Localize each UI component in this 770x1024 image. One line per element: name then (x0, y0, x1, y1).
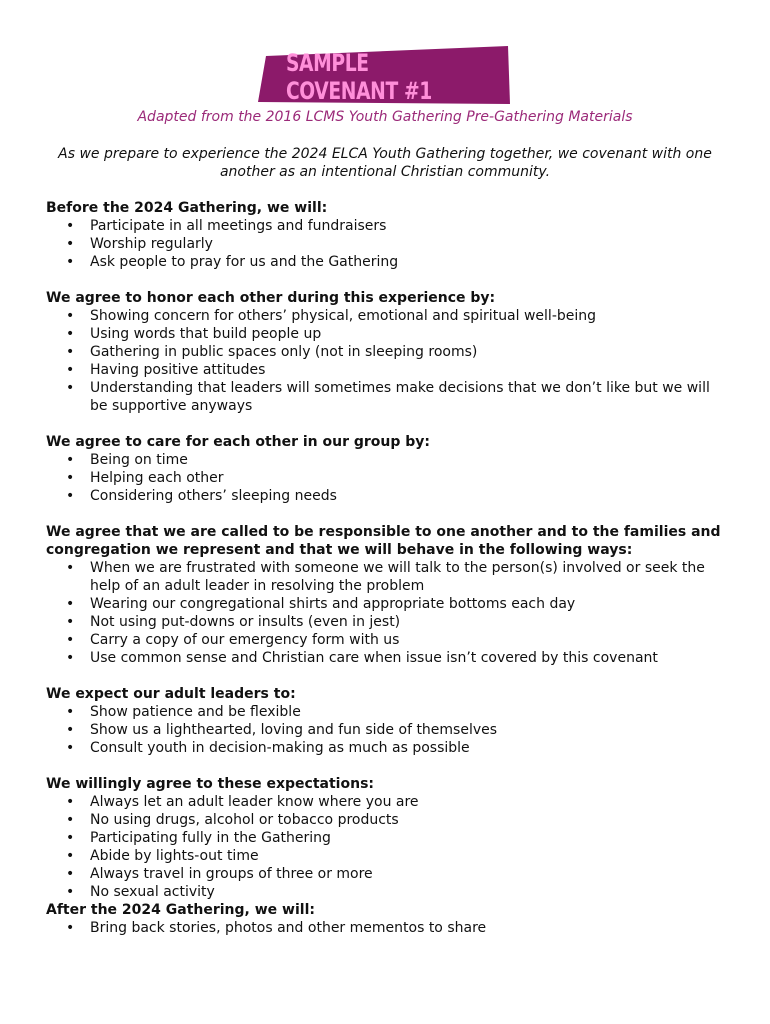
covenant-sections (46, 199, 736, 955)
bullet-list (46, 703, 736, 757)
list-item: • Show us a lighthearted, loving and fun side of themselves (46, 721, 730, 739)
list-item: • Show patience and be flexible (46, 703, 730, 721)
list-item: • No sexual activity (46, 883, 730, 901)
list-item: • Consult youth in decision-making as much as possible (46, 739, 730, 757)
list-item: • Helping each other (46, 469, 730, 487)
list-item: • Bring back stories, photos and other mementos to share (46, 919, 730, 937)
list-item: • Considering others’ sleeping needs (46, 487, 730, 505)
section-heading: After the 2024 Gathering, we will: (46, 902, 315, 918)
list-item: • Use common sense and Christian care when issue isn’t covered by this covenant (46, 649, 730, 667)
list-item: • Wearing our congregational shirts and appropriate bottoms each day (46, 595, 730, 613)
list-item: • Ask people to pray for us and the Gathering (46, 253, 730, 271)
list-item: • Having positive attitudes (46, 361, 730, 379)
section-heading: Before the 2024 Gathering, we will: (46, 200, 328, 216)
bullet-list (46, 451, 736, 505)
bullet-list (46, 307, 736, 415)
list-item: • Showing concern for others’ physical, emotional and spiritual well-being (46, 307, 730, 325)
list-item: • Worship regularly (46, 235, 730, 253)
source-note: Adapted from the 2016 LCMS Youth Gathering Pre-Gathering Materials (137, 109, 633, 125)
list-item: • Always travel in groups of three or more (46, 865, 730, 883)
banner-title: SAMPLE COVENANT #1 (285, 49, 432, 105)
section-after-gathering (46, 901, 736, 937)
list-item: • Participating fully in the Gathering (46, 829, 730, 847)
section-honor-each-other (46, 289, 736, 415)
list-item: • Not using put-downs or insults (even in jest) (46, 613, 730, 631)
section-responsibility (46, 523, 736, 667)
list-item: • When we are frustrated with someone we will talk to the person(s) involved or seek the help of an adult leader in resolving the problem (46, 559, 730, 595)
bullet-list (46, 559, 736, 667)
section-heading: We agree to honor each other during this experience by: (46, 290, 496, 306)
bullet-list (46, 793, 736, 901)
section-before-gathering (46, 199, 736, 271)
section-heading: We willingly agree to these expectations: (46, 776, 374, 792)
section-heading: We agree to care for each other in our group by: (46, 434, 431, 450)
list-item: • Understanding that leaders will sometimes make decisions that we don’t like but we will be supportive anyways (46, 379, 730, 415)
section-adult-leaders (46, 685, 736, 757)
list-item: • Participate in all meetings and fundraisers (46, 217, 730, 235)
section-heading: We agree that we are called to be responsible to one another and to the families and congregation we represent and that we will behave in the following ways: (46, 524, 721, 558)
bullet-list (46, 217, 736, 271)
list-item: • No using drugs, alcohol or tobacco products (46, 811, 730, 829)
list-item: • Abide by lights-out time (46, 847, 730, 865)
list-item: • Always let an adult leader know where you are (46, 793, 730, 811)
list-item: • Carry a copy of our emergency form with us (46, 631, 730, 649)
intro-paragraph: As we prepare to experience the 2024 ELCA Youth Gathering together, we covenant with one another as an intentional Christian community. (58, 146, 712, 180)
list-item: • Gathering in public spaces only (not in sleeping rooms) (46, 343, 730, 361)
title-banner (258, 46, 512, 106)
list-item: • Using words that build people up (46, 325, 730, 343)
bullet-list (46, 919, 736, 937)
section-heading: We expect our adult leaders to: (46, 686, 296, 702)
list-item: • Being on time (46, 451, 730, 469)
section-care-for-group (46, 433, 736, 505)
section-expectations (46, 775, 736, 901)
